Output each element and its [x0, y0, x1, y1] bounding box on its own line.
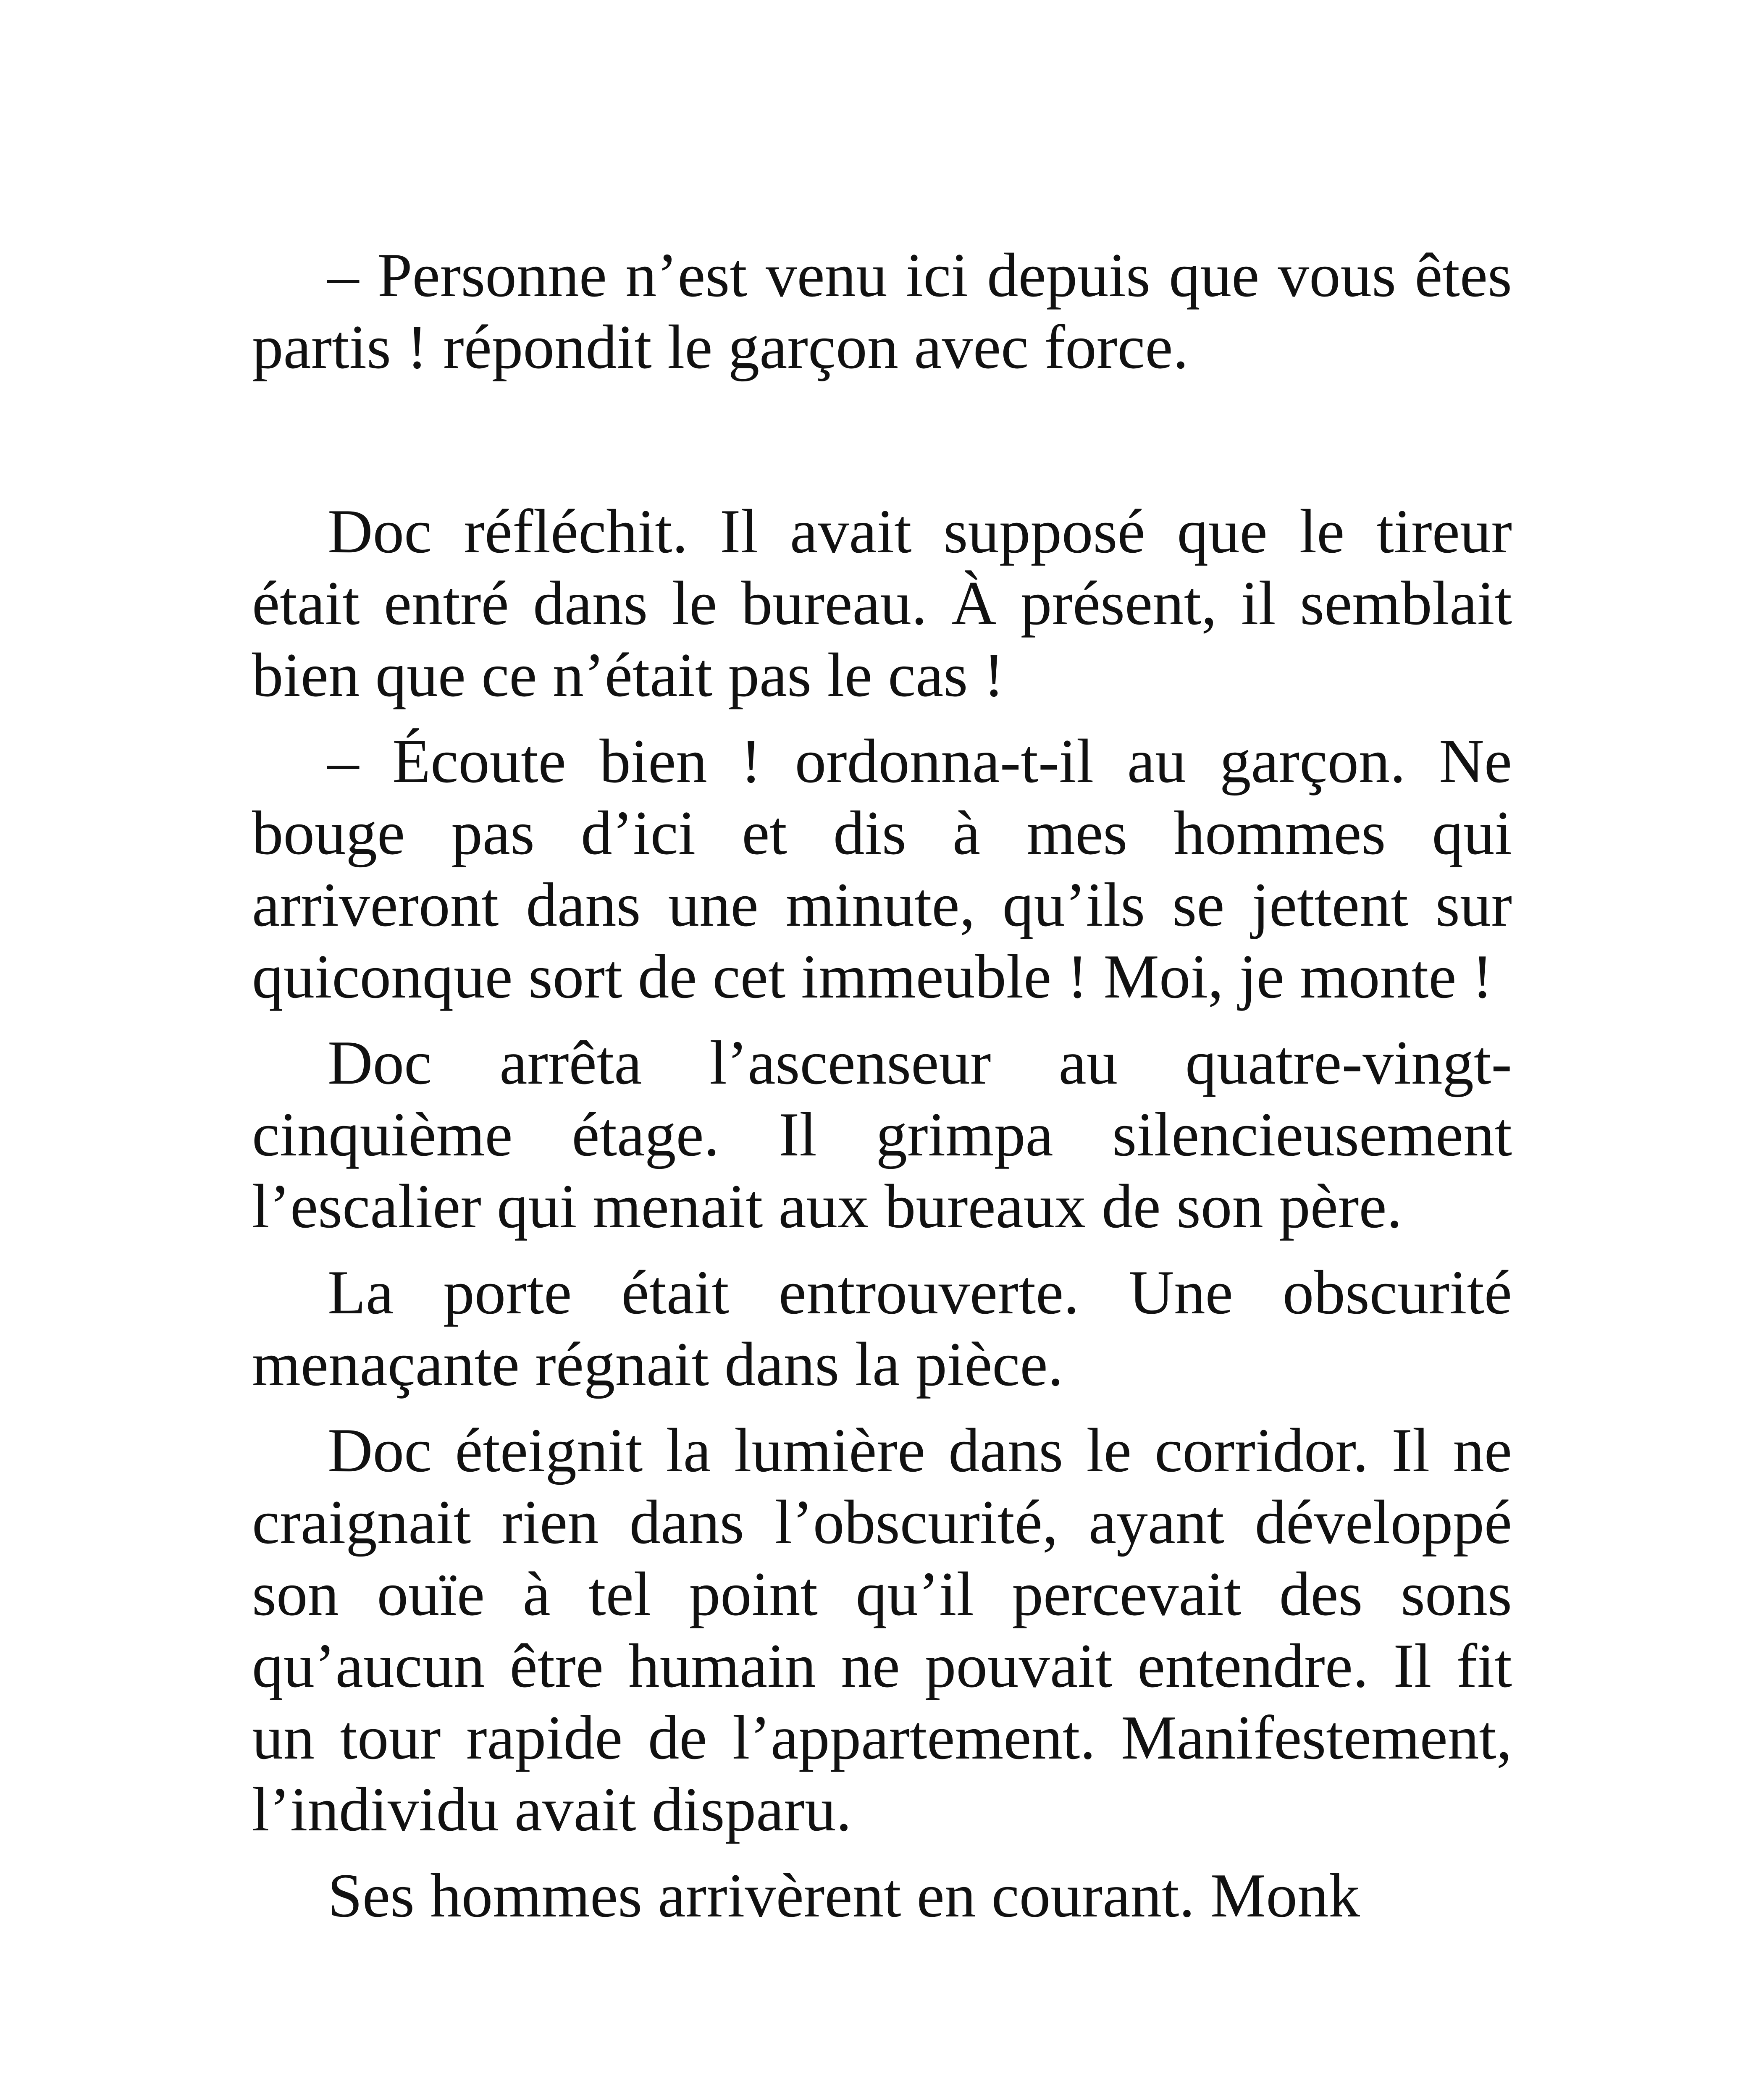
- page-body-text: [252, 239, 1512, 1946]
- paragraph-1: – Personne n’est venu ici depuis que vous êtes partis ! répondit le garçon avec force.: [252, 241, 1512, 382]
- paragraph-2: Doc réfléchit. Il avait supposé que le tireur était entré dans le bureau. À présent, il semblait bien que ce n’était pas le cas !: [252, 497, 1512, 710]
- paragraph-4: Doc arrêta l’ascenseur au quatre-vingt-cinquième étage. Il grimpa silencieusement l’escalier qui menait aux bureaux de son père.: [252, 1028, 1512, 1241]
- paragraph-5: La porte était entrouverte. Une obscurité menaçante régnait dans la pièce.: [252, 1258, 1512, 1399]
- paragraph-7: Ses hommes arrivèrent en courant. Monk: [328, 1861, 1360, 1930]
- paragraph-3: – Écoute bien ! ordonna-t-il au garçon. Ne bouge pas d’ici et dis à mes hommes qui arriveront dans une minute, qu’ils se jettent sur quiconque sort de cet immeuble ! Moi, je monte !: [252, 727, 1512, 1011]
- paragraph-6: Doc éteignit la lumière dans le corridor. Il ne craignait rien dans l’obscurité, ayant développé son ouïe à tel point qu’il percevait des sons qu’aucun être humain ne pouvait entendre. Il fit un tour rapide de l’appartement. Manifestement, l’individu avait disparu.: [252, 1416, 1512, 1844]
